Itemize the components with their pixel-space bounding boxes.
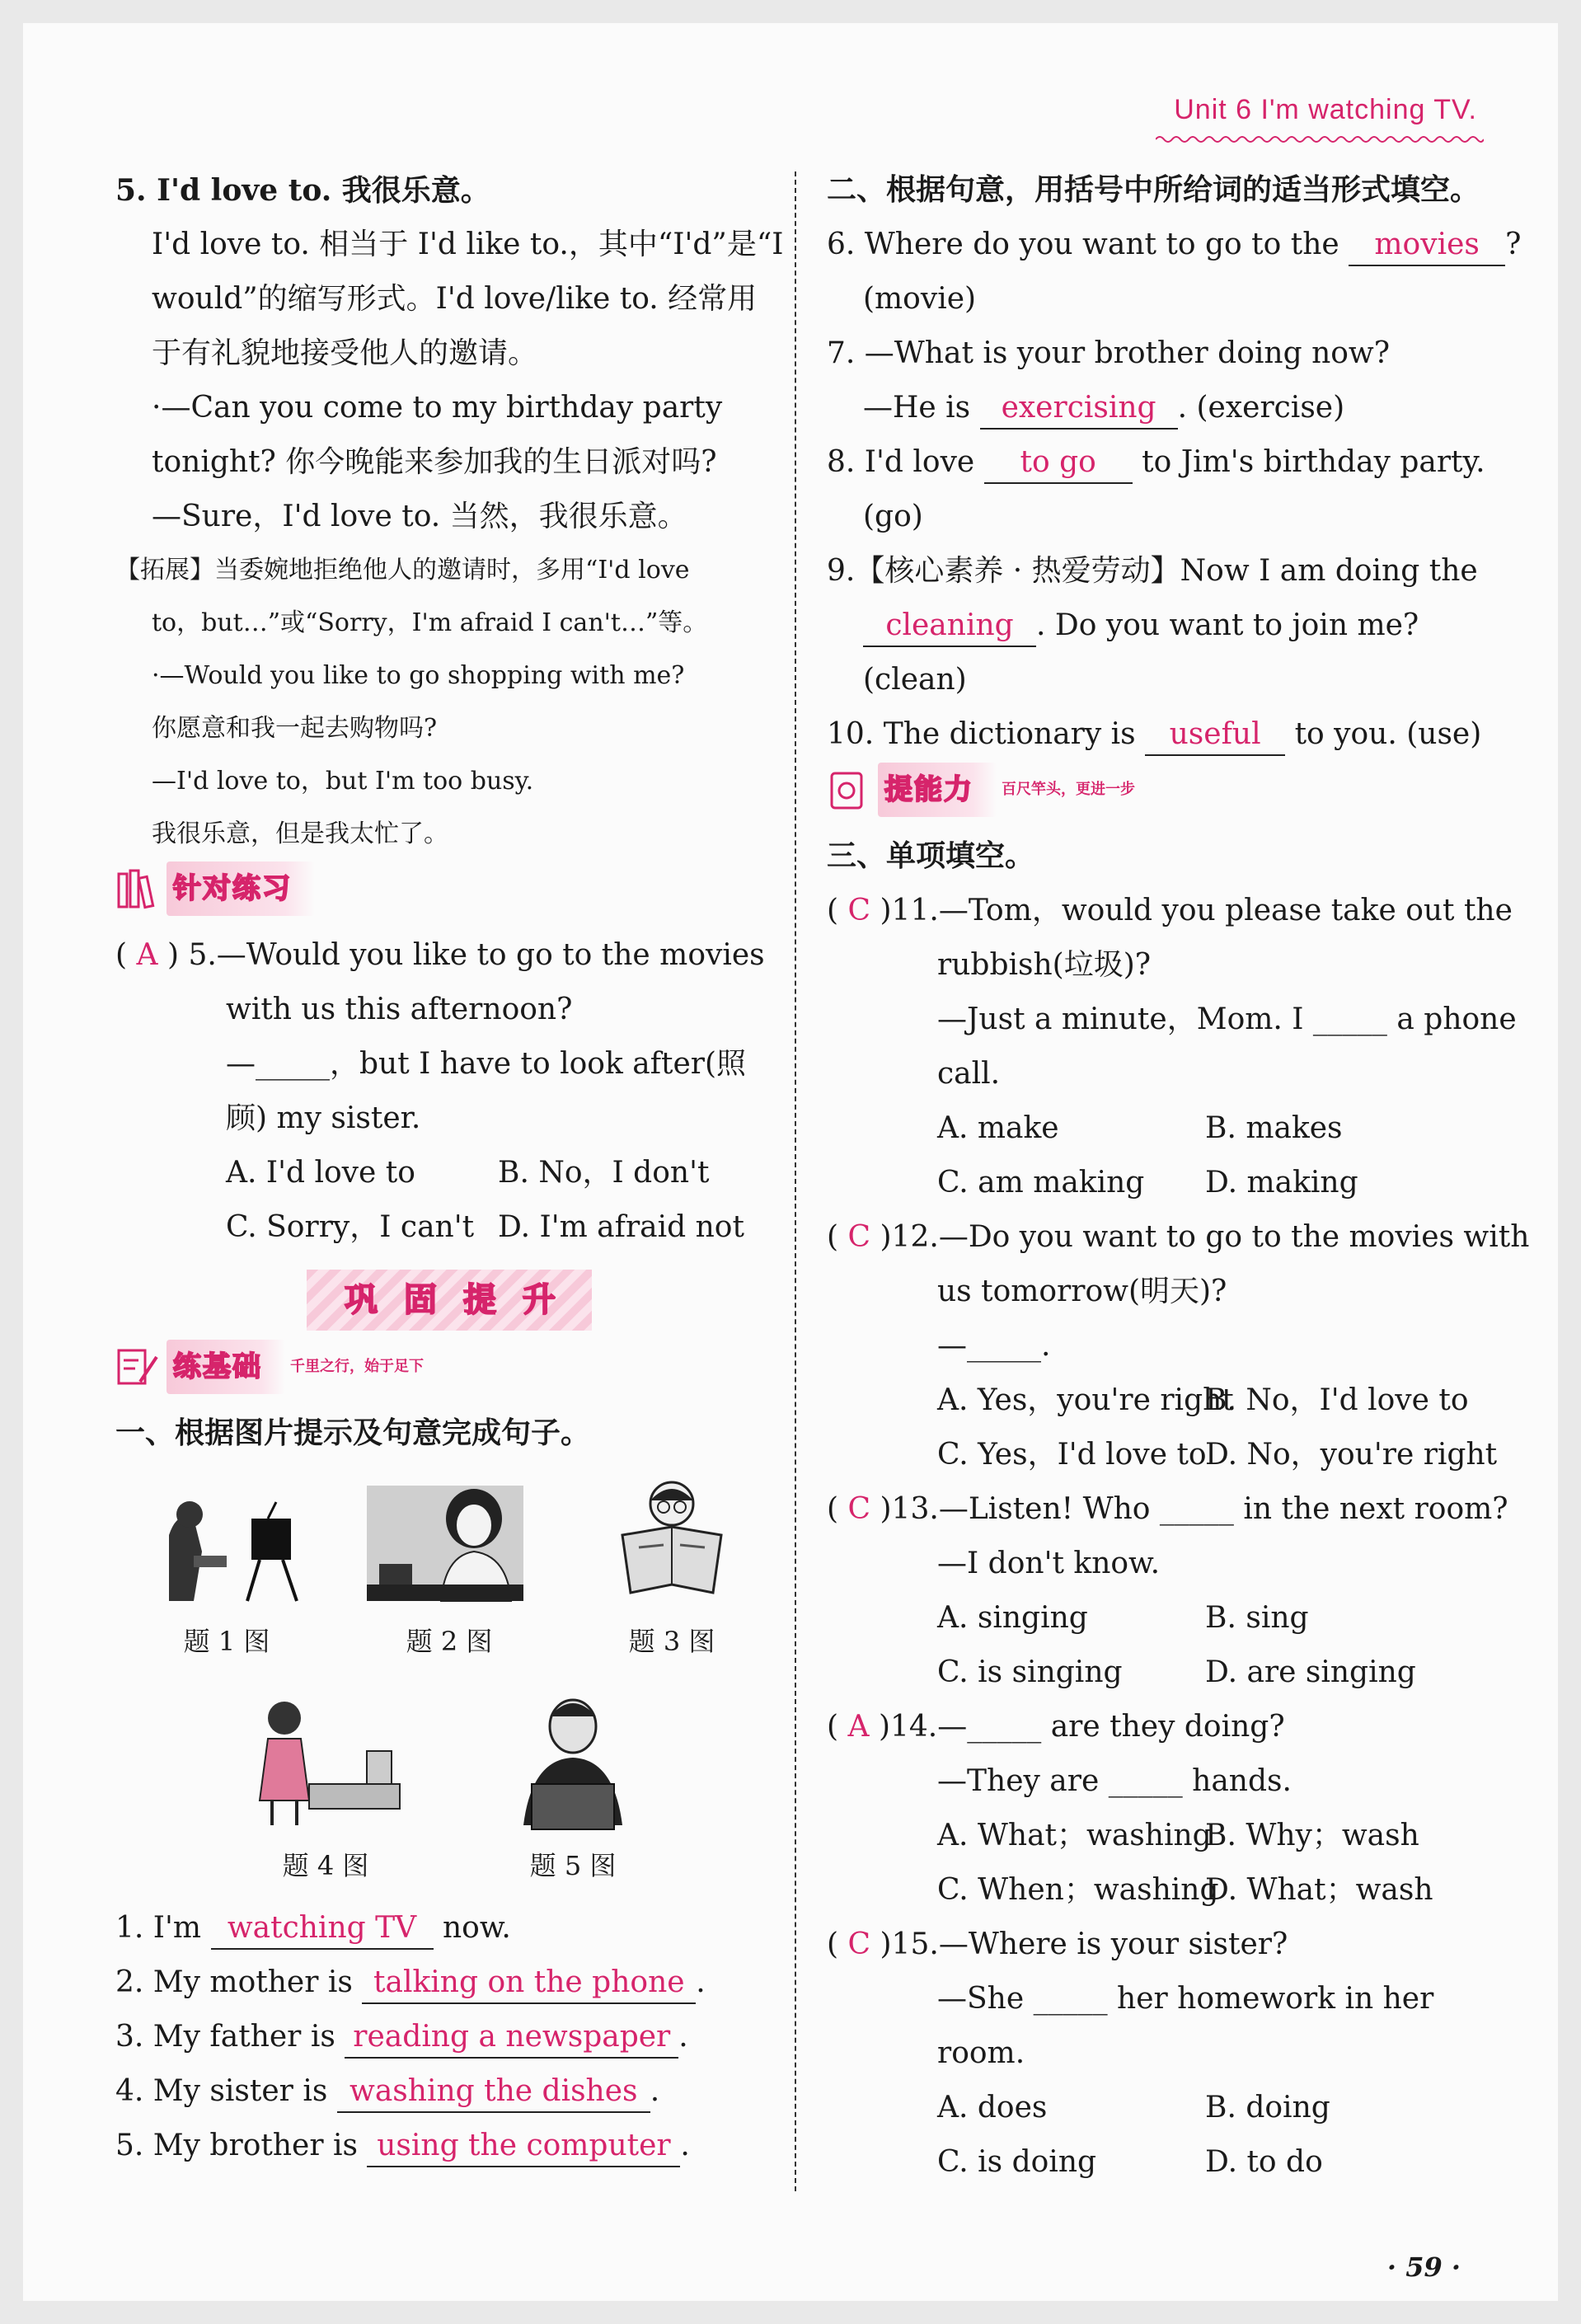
question-text: 10. The dictionary is (827, 717, 1136, 751)
mc-question: ( C )12.—Do you want to go to the movies with (827, 1220, 1530, 1254)
fill-answer: cleaning (863, 606, 1036, 647)
unit-header: Unit 6 I'm watching TV. (1174, 94, 1477, 125)
options-row (115, 1146, 783, 1200)
question-text: —Listen! Who _____ in the next room? (938, 1492, 1508, 1526)
book-badge-icon (827, 768, 873, 811)
fill-suffix: . (678, 2020, 688, 2054)
option: C. Yes，I'd love to (937, 1438, 1207, 1472)
question-text: us tomorrow(明天)? (937, 1275, 1227, 1308)
picture-caption: 题 4 图 (282, 1850, 369, 1881)
fill-answer: talking on the phone (362, 1963, 696, 2004)
section-1-title: 一、根据图片提示及句意完成句子。 (115, 1416, 591, 1450)
reading-newspaper-illustration (589, 1477, 754, 1609)
options-row (827, 2081, 1499, 2135)
option: A. What；washing (937, 1819, 1212, 1852)
ability-banner (827, 767, 1135, 813)
question-text: call. (937, 1057, 1001, 1091)
section-3-title: 三、单项填空。 (827, 839, 1035, 873)
ability-banner-subtitle: 百尺竿头，更进一步 (1002, 781, 1135, 798)
question-9-answer-line (827, 599, 1499, 653)
question-text: —Would you like to go to the movies (216, 938, 765, 972)
option: A. does (937, 2091, 1048, 2124)
question-5: ( A ) 5.—Would you like to go to the movies (115, 938, 765, 972)
fill-prefix: 4. My sister is (115, 2074, 328, 2108)
question-text: —They are _____ hands. (937, 1764, 1292, 1798)
mc-question: ( C )13.—Listen! Who _____ in the next room? (827, 1492, 1508, 1526)
question-text: 8. I'd love (827, 445, 975, 479)
fill-suffix: . (680, 2129, 690, 2162)
note-line: 于有礼貌地接受他人的邀请。 (152, 336, 538, 370)
picture-5 (490, 1693, 655, 1893)
fill-answer: watching TV (211, 1908, 434, 1950)
question-text: with us this afternoon? (226, 993, 573, 1026)
fill-prefix: 1. I'm (115, 1911, 202, 1945)
answer-letter: C (847, 1220, 871, 1254)
option: C. am making (937, 1166, 1145, 1200)
question-text: —Do you want to go to the movies with (938, 1220, 1530, 1254)
phone-call-illustration (367, 1477, 532, 1609)
question-text: 顾) my sister. (226, 1101, 421, 1135)
fill-prefix: 5. My brother is (115, 2129, 358, 2162)
fill-suffix: . (650, 2074, 660, 2108)
options-row (827, 1809, 1499, 1863)
practice-banner-label: 针对练习 (167, 862, 315, 916)
question-number: 14. (890, 1710, 938, 1744)
question-text: —I don't know. (937, 1547, 1161, 1580)
fill-answer: washing the dishes (337, 2072, 650, 2113)
question-text: —_____ are they doing? (937, 1710, 1285, 1744)
question-text: —_____. (937, 1329, 1051, 1363)
note-line: ·—Can you come to my birthday party (152, 391, 723, 425)
option: A. Yes，you're right (937, 1383, 1234, 1417)
option: D. What；wash (1205, 1873, 1433, 1907)
question-text: . Do you want to join me? (1036, 608, 1419, 642)
option: B. No，I don't (498, 1156, 710, 1190)
fill-answer: useful (1145, 715, 1285, 756)
answer-letter: A (847, 1710, 870, 1744)
question-6 (827, 218, 1522, 272)
using-computer-illustration (490, 1693, 655, 1833)
option: D. to do (1205, 2145, 1323, 2179)
mc-question: ( A )14.—_____ are they doing? (827, 1710, 1285, 1744)
picture-1 (144, 1477, 309, 1669)
option: C. is singing (937, 1655, 1123, 1689)
word-hint: (movie) (863, 282, 977, 316)
expand-line: 【拓展】当委婉地拒绝他人的邀请时，多用“I'd love (115, 556, 690, 585)
expand-line: 你愿意和我一起去购物吗? (152, 714, 438, 743)
question-7: 7. —What is your brother doing now? (827, 336, 1391, 370)
right-column (827, 163, 1530, 2190)
question-text: rubbish(垃圾)? (937, 948, 1152, 982)
note-line: I'd love to. 相当于 I'd like to.，其中“I'd”是“I (152, 228, 784, 261)
books-icon (115, 867, 162, 910)
fill-suffix: . (696, 1965, 706, 1999)
question-number: 13. (891, 1492, 939, 1526)
consolidate-banner-label: 巩固提升 (307, 1270, 592, 1331)
consolidate-banner (115, 1270, 783, 1331)
option: B. No，I'd love to (1205, 1383, 1469, 1417)
question-text: 6. Where do you want to go to the (827, 228, 1339, 261)
fill-item (115, 2119, 783, 2173)
option: C. is doing (937, 2145, 1097, 2179)
note-line: tonight? 你今晚能来参加我的生日派对吗? (152, 445, 717, 479)
option: D. making (1205, 1166, 1358, 1200)
option: A. singing (937, 1601, 1088, 1635)
note-line: —Sure，I'd love to. 当然，我很乐意。 (152, 500, 687, 533)
question-text: —_____，but I have to look after(照 (226, 1047, 747, 1081)
header-wave-line (1156, 134, 1484, 144)
basics-banner-label: 练基础 (167, 1340, 285, 1394)
mc-question: ( C )11.—Tom，would you please take out the (827, 894, 1513, 927)
workbook-page (23, 23, 1558, 2301)
options-row (827, 1101, 1499, 1156)
option: C. Sorry，I can't (226, 1210, 475, 1244)
mc-question: ( C )15.—Where is your sister? (827, 1927, 1288, 1961)
left-column (115, 163, 783, 2173)
picture-2 (367, 1477, 532, 1669)
options-row (827, 2135, 1499, 2190)
fill-answer: using the computer (367, 2126, 680, 2167)
washing-dishes-illustration (243, 1693, 408, 1833)
question-9: 9.【核心素养 · 热爱劳动】Now I am doing the (827, 554, 1478, 588)
options-row (827, 1863, 1499, 1918)
fill-suffix: now. (442, 1911, 511, 1945)
picture-caption: 题 2 图 (406, 1626, 493, 1657)
expand-line: to，but…”或“Sorry，I'm afraid I can't…”等。 (152, 608, 708, 637)
question-number: 5. (188, 938, 217, 972)
option: D. are singing (1205, 1655, 1416, 1689)
word-hint: (clean) (863, 663, 967, 697)
picture-caption: 题 1 图 (183, 1626, 270, 1657)
question-number: 12. (891, 1220, 939, 1254)
fill-prefix: 2. My mother is (115, 1965, 353, 1999)
fill-item (115, 1955, 783, 2010)
column-divider (795, 171, 796, 2191)
answer-letter: C (847, 1927, 871, 1961)
watching-tv-illustration (144, 1477, 309, 1609)
question-text: —She _____ her homework in her (937, 1982, 1434, 2016)
answer-letter: A (136, 938, 158, 972)
expand-line: 我很乐意，但是我太忙了。 (152, 819, 448, 848)
section-2-title: 二、根据句意，用括号中所给词的适当形式填空。 (827, 173, 1480, 207)
question-text: —Where is your sister? (938, 1927, 1288, 1961)
option: C. When；washing (937, 1873, 1219, 1907)
expand-line: ·—Would you like to go shopping with me? (152, 661, 685, 690)
question-text: —He is (863, 391, 971, 425)
question-text: —Tom，would you please take out the (938, 894, 1513, 927)
options-row (827, 1646, 1499, 1700)
picture-row-2 (115, 1693, 783, 1893)
option: B. doing (1205, 2091, 1330, 2124)
question-text: . (exercise) (1177, 391, 1345, 425)
options-row (827, 1428, 1499, 1482)
answer-letter: C (847, 894, 871, 927)
question-text: —Just a minute，Mom. I _____ a phone (937, 1002, 1517, 1036)
fill-answer: movies (1349, 225, 1505, 266)
question-text: to Jim's birthday party. (1142, 445, 1485, 479)
question-8 (827, 435, 1499, 490)
expand-line: —I'd love to，but I'm too busy. (152, 767, 534, 796)
fill-in-list (115, 1901, 783, 2173)
question-text: ? (1505, 228, 1522, 261)
question-10 (827, 707, 1499, 762)
picture-caption: 题 5 图 (529, 1850, 617, 1881)
fill-item (115, 2010, 783, 2064)
option: B. Why；wash (1205, 1819, 1419, 1852)
options-row (827, 1591, 1499, 1646)
options-row (827, 1373, 1499, 1428)
options-row (115, 1200, 783, 1255)
basics-banner-subtitle: 千里之行，始于足下 (290, 1358, 424, 1375)
option: A. make (937, 1111, 1059, 1145)
fill-prefix: 3. My father is (115, 2020, 335, 2054)
question-text: to you. (use) (1294, 717, 1482, 751)
option: B. makes (1205, 1111, 1343, 1145)
option: D. No，you're right (1205, 1438, 1498, 1472)
question-number: 15. (891, 1927, 939, 1961)
answer-letter: C (847, 1492, 871, 1526)
picture-caption: 题 3 图 (628, 1626, 715, 1657)
note-line: would”的缩写形式。I'd love/like to. 经常用 (152, 282, 758, 316)
picture-3 (589, 1477, 754, 1669)
question-text: room. (937, 2036, 1025, 2070)
fill-item (115, 2064, 783, 2119)
picture-row-1 (115, 1477, 783, 1669)
question-7-answer-line (827, 381, 1499, 435)
ability-banner-label: 提能力 (878, 763, 997, 817)
fill-item (115, 1901, 783, 1955)
options-row (827, 1156, 1499, 1210)
picture-4 (243, 1693, 408, 1893)
option: A. I'd love to (226, 1156, 415, 1190)
fill-answer: to go (984, 443, 1133, 484)
option: B. sing (1205, 1601, 1309, 1635)
note-title: 5. I'd love to. 我很乐意。 (115, 173, 490, 208)
page-number: · 59 · (1386, 2251, 1461, 2283)
option: D. I'm afraid not (498, 1210, 744, 1244)
basics-banner (115, 1344, 424, 1390)
question-number: 11. (891, 894, 939, 927)
fill-answer: exercising (980, 388, 1178, 430)
practice-banner (115, 866, 315, 912)
word-hint: (go) (863, 500, 923, 533)
pencil-note-icon (115, 1345, 162, 1388)
fill-answer: reading a newspaper (345, 2017, 678, 2059)
